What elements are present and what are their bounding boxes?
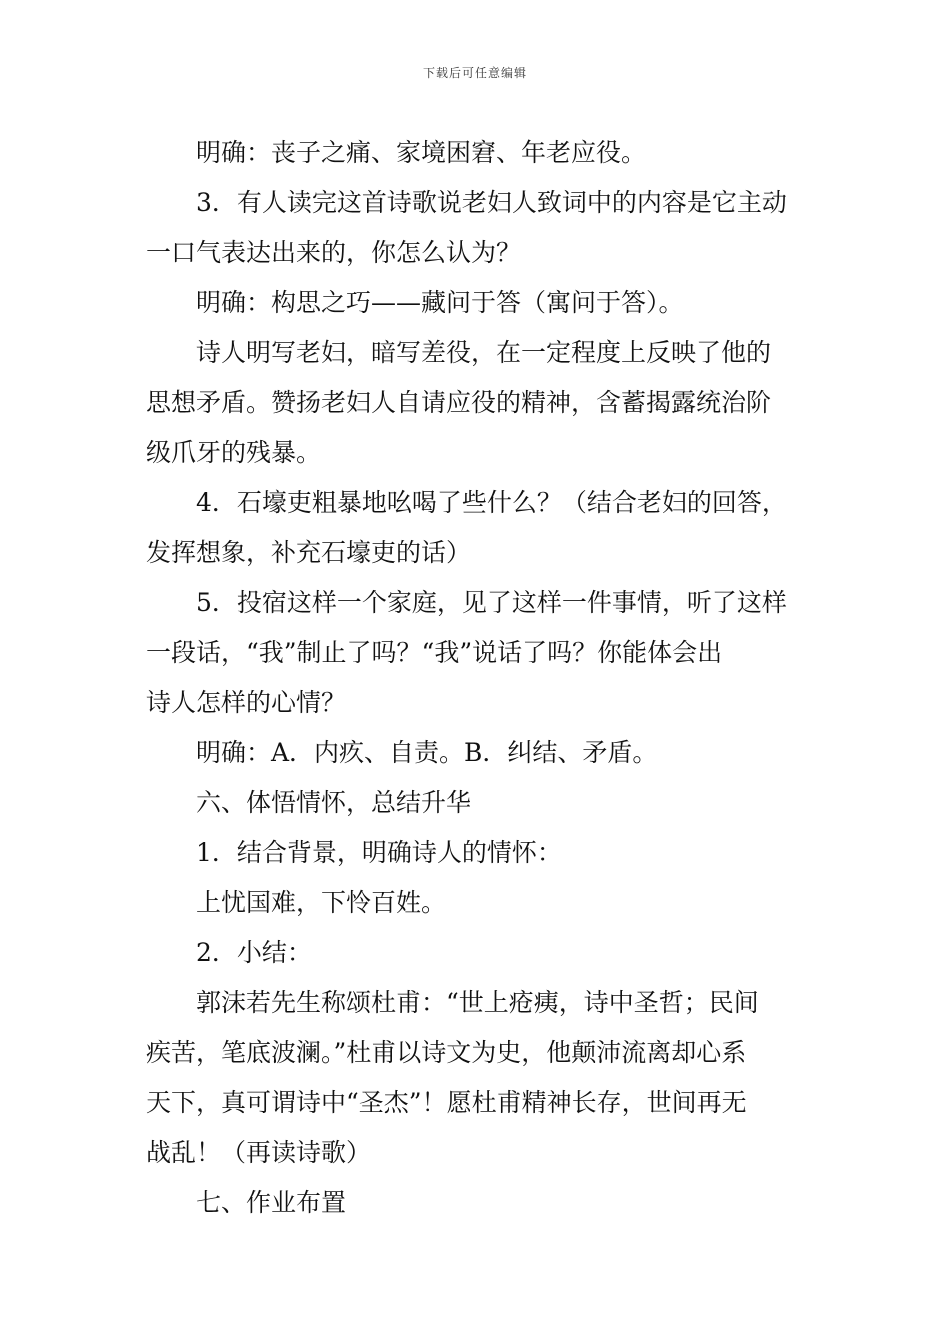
paragraph-line: 级爪牙的残暴。: [146, 438, 322, 467]
paragraph-line: 2．小结：: [196, 938, 312, 967]
paragraph-line: 1．结合背景，明确诗人的情怀：: [196, 838, 562, 867]
paragraph-line: 战乱！（再读诗歌）: [146, 1138, 372, 1167]
paragraph-line: 上忧国难，下怜百姓。: [196, 888, 447, 917]
section-heading: 七、作业布置: [196, 1188, 347, 1217]
paragraph-line: 诗人怎样的心情？: [146, 688, 347, 717]
paragraph-line: 明确：构思之巧——藏问于答（寓问于答）。: [196, 288, 684, 317]
section-heading: 六、体悟情怀，总结升华: [196, 788, 472, 817]
paragraph-line: 明确：丧子之痛、家境困窘、年老应役。: [196, 138, 647, 167]
paragraph-line: 一口气表达出来的，你怎么认为？: [146, 238, 522, 267]
paragraph-line: 郭沫若先生称颂杜甫：“世上疮痍，诗中圣哲；民间: [196, 988, 759, 1017]
paragraph-line: 4．石壕吏粗暴地吆喝了些什么？（结合老妇的回答，: [196, 488, 787, 517]
paragraph-line: 3．有人读完这首诗歌说老妇人致词中的内容是它主动: [196, 188, 787, 217]
paragraph-line: 思想矛盾。赞扬老妇人自请应役的精神，含蓄揭露统治阶: [146, 388, 772, 417]
paragraph-line: 一段话，“我”制止了吗？“我”说话了吗？你能体会出: [146, 638, 723, 667]
paragraph-line: 诗人明写老妇，暗写差役，在一定程度上反映了他的: [196, 338, 772, 367]
page-header-note: 下载后可任意编辑: [422, 66, 527, 80]
paragraph-line: 5．投宿这样一个家庭，见了这样一件事情，听了这样: [196, 588, 787, 617]
paragraph-line: 发挥想象，补充石壕吏的话）: [146, 538, 472, 567]
paragraph-line: 天下，真可谓诗中“圣杰”！愿杜甫精神长存，世间再无: [146, 1088, 747, 1117]
document-body: [146, 128, 808, 1228]
paragraph-line: 疾苦，笔底波澜。”杜甫以诗文为史，他颠沛流离却心系: [146, 1038, 747, 1067]
paragraph-line: 明确：A．内疚、自责。B．纠结、矛盾。: [196, 738, 658, 767]
